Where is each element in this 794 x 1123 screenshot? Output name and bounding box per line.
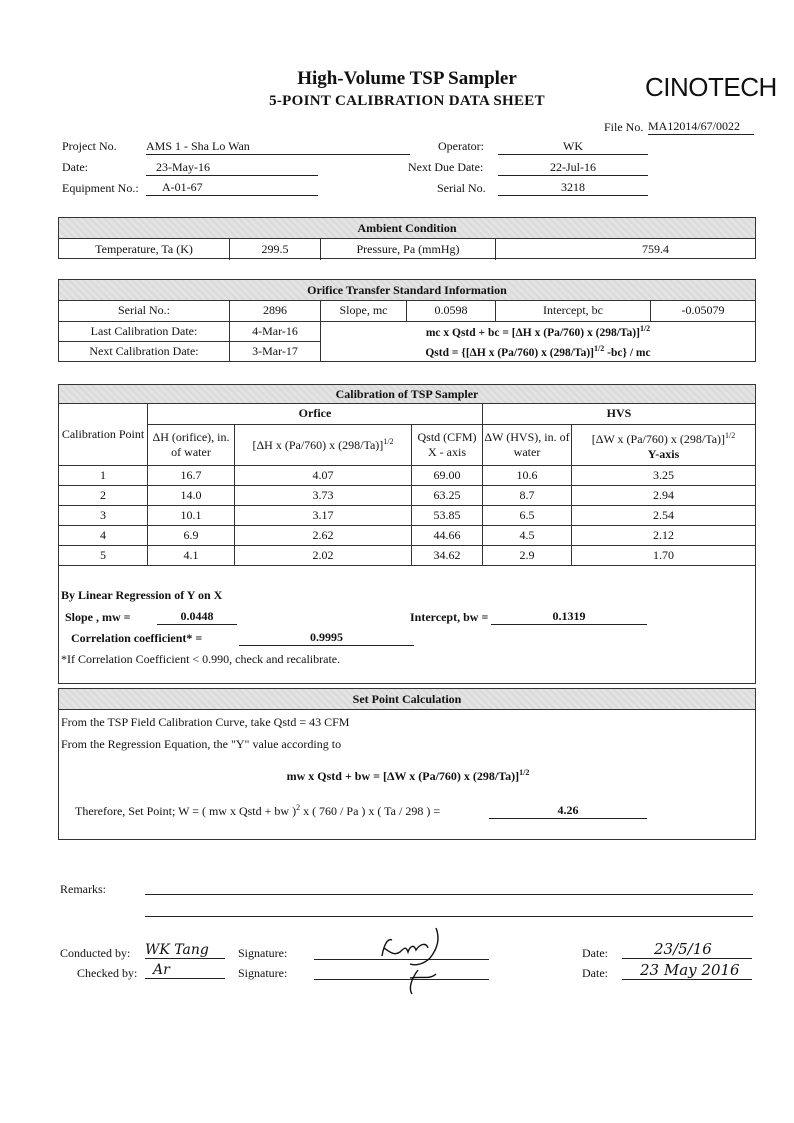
checked-by-label: Checked by: — [77, 966, 138, 980]
date-signed-1: 23/5/16 — [622, 940, 752, 959]
cell-point: 4 — [59, 525, 148, 545]
cell-dh: 16.7 — [148, 465, 235, 485]
col-qstd: Qstd (CFM) X - axis — [412, 424, 483, 465]
hvs-header: HVS — [483, 404, 756, 424]
conducted-by-signature: WK Tang — [145, 942, 225, 959]
page-subtitle: 5-POINT CALIBRATION DATA SHEET — [269, 93, 545, 109]
orifice-section — [58, 279, 756, 362]
equipment-label: Equipment No.: — [62, 181, 139, 195]
calibration-section — [58, 384, 756, 684]
calibration-row — [59, 545, 755, 565]
calibration-row — [59, 465, 755, 485]
ambient-title: Ambient Condition — [59, 218, 755, 239]
setpoint-equation: mw x Qstd + bw = [ΔW x (Pa/760) x (298/Ta)]$^{1/2}$ — [286, 768, 530, 783]
cell-dh-corr: 3.17 — [235, 505, 412, 525]
regression-slope-value: 0.0448 — [157, 609, 237, 625]
cell-point: 3 — [59, 505, 148, 525]
correlation-note: *If Correlation Coefficient < 0.990, check and recalibrate. — [61, 652, 341, 666]
cell-dh: 6.9 — [148, 525, 235, 545]
cell-dw-corr: 2.54 — [572, 505, 756, 525]
calibration-point-header: Calibration Point — [59, 404, 148, 465]
cell-dw: 8.7 — [483, 485, 572, 505]
serial-value: 3218 — [498, 180, 648, 196]
orifice-intercept-label: Intercept, bc — [496, 301, 651, 321]
operator-value: WK — [498, 139, 648, 155]
cell-point: 2 — [59, 485, 148, 505]
cell-dh-corr: 2.02 — [235, 545, 412, 565]
cell-dw: 4.5 — [483, 525, 572, 545]
cell-dh: 10.1 — [148, 505, 235, 525]
handwritten-signature — [370, 918, 460, 998]
cell-dh-corr: 2.62 — [235, 525, 412, 545]
orifice-intercept-value: -0.05079 — [651, 301, 756, 321]
serial-label: Serial No. — [437, 181, 486, 195]
date-label: Date: — [62, 160, 88, 174]
col-dw-corr: [ΔW x (Pa/760) x (298/Ta)]$^{1/2}$ Y-axis — [572, 424, 756, 465]
col-dh-corr: [ΔH x (Pa/760) x (298/Ta)]$^{1/2}$ — [235, 424, 412, 465]
cell-point: 5 — [59, 545, 148, 565]
orifice-header: Orfice — [148, 404, 483, 424]
cell-point: 1 — [59, 465, 148, 485]
col-dh: ΔH (orifice), in. of water — [148, 424, 235, 465]
next-due-value: 22-Jul-16 — [498, 160, 648, 176]
orifice-serial-value: 2896 — [230, 301, 321, 321]
date-label-2: Date: — [582, 966, 608, 980]
cell-dw: 10.6 — [483, 465, 572, 485]
cell-dw-corr: 2.94 — [572, 485, 756, 505]
date-label-1: Date: — [582, 946, 608, 960]
calibration-table — [59, 404, 755, 566]
pressure-value: 759.4 — [496, 239, 756, 260]
next-cal-value: 3-Mar-17 — [230, 341, 321, 361]
company-logo: CINOTECH — [645, 72, 777, 102]
setpoint-title: Set Point Calculation — [59, 689, 755, 710]
cell-dw-corr: 1.70 — [572, 545, 756, 565]
regression-intercept-value: 0.1319 — [491, 609, 647, 625]
cell-dw: 6.5 — [483, 505, 572, 525]
setpoint-section — [58, 688, 756, 840]
equipment-value: A-01-67 — [146, 180, 318, 196]
orifice-equation-1: mc x Qstd + bc = [ΔH x (Pa/760) x (298/Ta)]$^{1/2}$ — [321, 321, 756, 341]
cell-dw-corr: 2.12 — [572, 525, 756, 545]
page-title: High-Volume TSP Sampler — [297, 68, 517, 89]
cell-dh-corr: 4.07 — [235, 465, 412, 485]
orifice-equation-2: Qstd = {[ΔH x (Pa/760) x (298/Ta)]$^{1/2}$ -bc} / mc — [321, 341, 756, 361]
setpoint-line-1: From the TSP Field Calibration Curve, take Qstd = 43 CFM — [61, 715, 350, 729]
file-no-label: File No. — [604, 120, 644, 134]
ambient-condition-section — [58, 217, 756, 259]
orifice-title: Orifice Transfer Standard Information — [59, 280, 755, 301]
temperature-label: Temperature, Ta (K) — [59, 239, 230, 260]
setpoint-line-2: From the Regression Equation, the "Y" value according to — [61, 737, 342, 751]
calibration-row — [59, 485, 755, 505]
orifice-slope-value: 0.0598 — [407, 301, 496, 321]
last-cal-label: Last Calibration Date: — [59, 321, 230, 341]
pressure-label: Pressure, Pa (mmHg) — [321, 239, 496, 260]
project-value: AMS 1 - Sha Lo Wan — [146, 139, 410, 155]
cell-dh: 4.1 — [148, 545, 235, 565]
signature-label-1: Signature: — [238, 946, 288, 960]
date-value: 23-May-16 — [146, 160, 318, 176]
next-due-label: Next Due Date: — [408, 160, 484, 174]
orifice-serial-label: Serial No.: — [59, 301, 230, 321]
remarks-label: Remarks: — [60, 882, 106, 896]
regression-slope-label: Slope , mw = — [65, 610, 131, 624]
temperature-value: 299.5 — [230, 239, 321, 260]
correlation-label: Correlation coefficient* = — [71, 631, 203, 645]
remarks-line-2 — [145, 900, 753, 917]
cell-qstd: 53.85 — [412, 505, 483, 525]
cell-dw-corr: 3.25 — [572, 465, 756, 485]
conducted-by-label: Conducted by: — [60, 946, 131, 960]
orifice-slope-label: Slope, mc — [321, 301, 407, 321]
date-signed-2: 23 May 2016 — [622, 961, 752, 980]
cell-dh-corr: 3.73 — [235, 485, 412, 505]
last-cal-value: 4-Mar-16 — [230, 321, 321, 341]
file-no-value: MA12014/67/0022 — [648, 119, 754, 135]
setpoint-result: 4.26 — [489, 803, 647, 819]
setpoint-therefore: Therefore, Set Point; W = ( mw x Qstd + bw )$^2$ x ( 760 / Pa ) x ( Ta / 298 ) = — [75, 803, 441, 818]
remarks-line-1 — [145, 878, 753, 895]
signature-label-2: Signature: — [238, 966, 288, 980]
operator-label: Operator: — [438, 139, 484, 153]
cell-dw: 2.9 — [483, 545, 572, 565]
calibration-title: Calibration of TSP Sampler — [59, 385, 755, 404]
cell-qstd: 63.25 — [412, 485, 483, 505]
col-dw: ΔW (HVS), in. of water — [483, 424, 572, 465]
correlation-value: 0.9995 — [239, 630, 414, 646]
cell-qstd: 34.62 — [412, 545, 483, 565]
project-label: Project No. — [62, 139, 117, 153]
regression-title: By Linear Regression of Y on X — [61, 588, 223, 602]
calibration-row — [59, 525, 755, 545]
checked-by-signature: Ar — [145, 962, 225, 979]
calibration-row — [59, 505, 755, 525]
regression-intercept-label: Intercept, bw = — [410, 610, 489, 624]
cell-qstd: 44.66 — [412, 525, 483, 545]
next-cal-label: Next Calibration Date: — [59, 341, 230, 361]
cell-dh: 14.0 — [148, 485, 235, 505]
cell-qstd: 69.00 — [412, 465, 483, 485]
